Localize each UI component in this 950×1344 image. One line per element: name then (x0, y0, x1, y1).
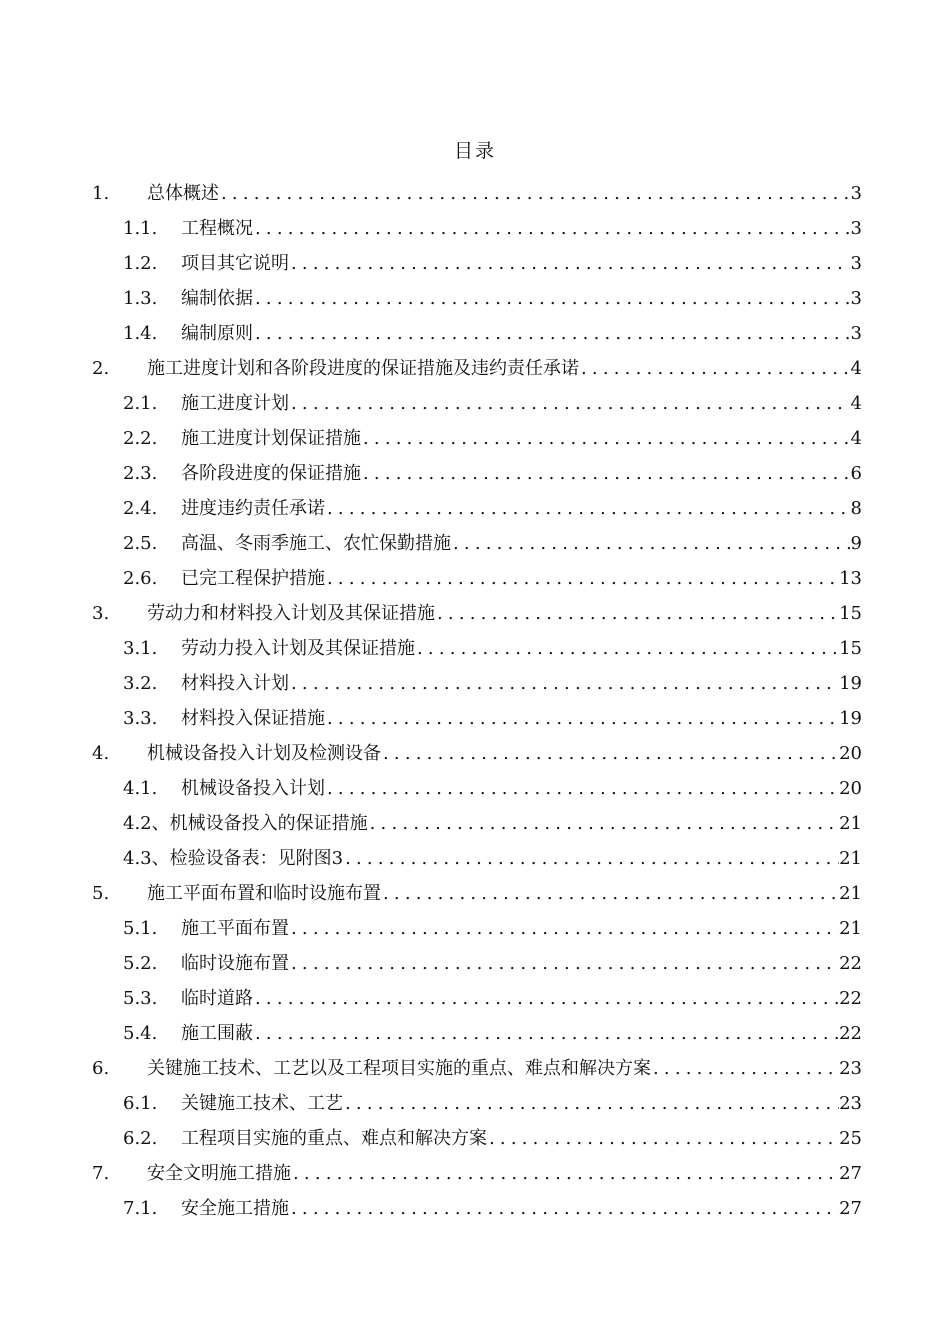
toc-entry-title: 关键施工技术、工艺 (181, 1093, 343, 1114)
toc-entry-number: 2.4. (123, 498, 158, 519)
toc-entry-title: 施工平面布置和临时设施布置 (147, 883, 381, 904)
toc-entry-title: 安全施工措施 (181, 1198, 289, 1219)
toc-entry-title: 材料投入保证措施 (181, 708, 325, 729)
toc-entry-number: 1.1. (123, 218, 158, 239)
toc-entry-number: 4.2、 (123, 813, 170, 834)
toc-leader-dots (289, 911, 839, 946)
toc-entry-page-number: 4 (850, 358, 862, 379)
toc-leader-dots (361, 421, 850, 456)
toc-entry-section[interactable] (90, 981, 862, 1016)
toc-entry-number: 3.1. (123, 638, 158, 659)
toc-entry-chapter[interactable] (90, 1156, 862, 1191)
toc-entry-page-number: 4 (850, 428, 862, 449)
toc-entry-section[interactable] (90, 421, 862, 456)
toc-entry-title: 进度违约责任承诺 (181, 498, 325, 519)
toc-entry-number: 1. (92, 183, 110, 204)
toc-leader-dots (579, 351, 850, 386)
toc-entry-title: 工程概况 (181, 218, 253, 239)
toc-entry-section[interactable] (90, 1121, 862, 1156)
toc-entry-section[interactable] (90, 526, 862, 561)
toc-entry-page-number: 22 (839, 1023, 862, 1044)
toc-entry-section[interactable] (90, 281, 862, 316)
toc-entry-number: 1.4. (123, 323, 158, 344)
toc-entry-number: 5. (92, 883, 110, 904)
toc-entry-title: 各阶段进度的保证措施 (181, 463, 361, 484)
toc-entry-chapter[interactable] (90, 736, 862, 771)
toc-leader-dots (325, 561, 839, 596)
toc-entry-number: 2.1. (123, 393, 158, 414)
toc-entry-title: 项目其它说明 (181, 253, 289, 274)
toc-entry-title: 劳动力投入计划及其保证措施 (181, 638, 415, 659)
toc-entry-title: 机械设备投入的保证措施 (169, 813, 368, 834)
toc-entry-chapter[interactable] (90, 1051, 862, 1086)
toc-entry-page-number: 23 (839, 1093, 862, 1114)
toc-leader-dots (289, 666, 839, 701)
toc-entry-section[interactable] (90, 316, 862, 351)
toc-leader-dots (415, 631, 839, 666)
toc-entry-title: 机械设备投入计划 (181, 778, 325, 799)
toc-entry-number: 5.2. (123, 953, 158, 974)
toc-entry-page-number: 3 (850, 253, 862, 274)
toc-entry-number: 6.2. (123, 1128, 158, 1149)
toc-leader-dots (289, 946, 839, 981)
toc-entry-page-number: 25 (839, 1128, 862, 1149)
toc-entry-number: 2.5. (123, 533, 158, 554)
toc-entry-number: 4.1. (123, 778, 158, 799)
toc-entry-title: 机械设备投入计划及检测设备 (147, 743, 381, 764)
toc-entry-number: 1.3. (123, 288, 158, 309)
toc-entry-title: 施工进度计划 (181, 393, 289, 414)
toc-leader-dots (435, 596, 839, 631)
toc-entry-chapter[interactable] (90, 351, 862, 386)
toc-entry-number: 3. (92, 603, 110, 624)
toc-entry-title: 编制原则 (181, 323, 253, 344)
toc-entry-section[interactable] (90, 911, 862, 946)
toc-leader-dots (253, 211, 850, 246)
toc-entry-number: 3.3. (123, 708, 158, 729)
toc-entry-title: 临时道路 (181, 988, 253, 1009)
toc-entry-title: 施工平面布置 (181, 918, 289, 939)
toc-leader-dots (291, 1156, 839, 1191)
toc-entry-page-number: 23 (839, 1058, 862, 1079)
toc-entry-number: 5.4. (123, 1023, 158, 1044)
toc-entry-section[interactable] (90, 666, 862, 701)
toc-entry-page-number: 19 (839, 708, 862, 729)
toc-entry-title: 施工进度计划和各阶段进度的保证措施及违约责任承诺 (147, 358, 579, 379)
toc-entry-number: 1.2. (123, 253, 158, 274)
toc-leader-dots (343, 1086, 839, 1121)
toc-entry-title: 检验设备表：见附图3 (169, 848, 344, 869)
toc-leader-dots (651, 1051, 839, 1086)
toc-entry-chapter[interactable] (90, 596, 862, 631)
toc-entry-page-number: 13 (839, 568, 862, 589)
toc-leader-dots (487, 1121, 839, 1156)
toc-entry-section[interactable] (90, 561, 862, 596)
toc-entry-page-number: 22 (839, 953, 862, 974)
toc-entry-page-number: 21 (839, 883, 862, 904)
toc-entry-chapter[interactable] (90, 176, 862, 211)
toc-entry-section[interactable] (90, 771, 862, 806)
toc-leader-dots (368, 806, 839, 841)
toc-entry-number: 5.1. (123, 918, 158, 939)
toc-entry-page-number: 21 (839, 813, 862, 834)
toc-entry-title: 施工围蔽 (181, 1023, 253, 1044)
toc-entry-number: 2. (92, 358, 110, 379)
toc-entry-section[interactable] (90, 1016, 862, 1051)
toc-entry-section[interactable] (90, 491, 862, 526)
toc-leader-dots (451, 526, 850, 561)
toc-entry-title: 编制依据 (181, 288, 253, 309)
toc-leader-dots (253, 281, 850, 316)
toc-leader-dots (381, 736, 839, 771)
toc-entry-title: 已完工程保护措施 (181, 568, 325, 589)
toc-leader-dots (381, 876, 839, 911)
toc-entry-title: 总体概述 (147, 183, 219, 204)
toc-entry-page-number: 27 (839, 1198, 862, 1219)
toc-leader-dots (253, 316, 850, 351)
toc-entry-page-number: 9 (850, 533, 862, 554)
toc-entry-title: 劳动力和材料投入计划及其保证措施 (147, 603, 435, 624)
toc-entry-section[interactable] (90, 1191, 862, 1226)
toc-entry-section[interactable] (90, 946, 862, 981)
toc-entry-number: 5.3. (123, 988, 158, 1009)
toc-entry-section[interactable] (90, 631, 862, 666)
toc-entry-number: 4. (92, 743, 110, 764)
toc-entry-page-number: 3 (850, 323, 862, 344)
toc-entry-section[interactable] (90, 211, 862, 246)
toc-leader-dots (325, 701, 839, 736)
toc-entry-number: 3.2. (123, 673, 158, 694)
toc-entry-number: 7.1. (123, 1198, 158, 1219)
toc-entry-title: 材料投入计划 (181, 673, 289, 694)
toc-entry-section[interactable] (90, 806, 862, 841)
toc-entry-number: 2.6. (123, 568, 158, 589)
toc-entry-section[interactable] (90, 841, 862, 876)
toc-entry-page-number: 19 (839, 673, 862, 694)
toc-entry-title: 关键施工技术、工艺以及工程项目实施的重点、难点和解决方案 (147, 1058, 651, 1079)
toc-entry-section[interactable] (90, 456, 862, 491)
toc-leader-dots (343, 841, 839, 876)
toc-entry-page-number: 3 (850, 288, 862, 309)
toc-entry-title: 工程项目实施的重点、难点和解决方案 (181, 1128, 487, 1149)
toc-entry-page-number: 21 (839, 918, 862, 939)
toc-entry-number: 7. (92, 1163, 110, 1184)
toc-leader-dots (361, 456, 850, 491)
toc-leader-dots (289, 1191, 839, 1226)
toc-title: 目录 (453, 140, 496, 162)
toc-entry-title: 高温、冬雨季施工、农忙保勤措施 (181, 533, 451, 554)
toc-entry-page-number: 6 (850, 463, 862, 484)
toc-entry-title: 临时设施布置 (181, 953, 289, 974)
toc-list (90, 176, 862, 1226)
toc-entry-page-number: 3 (850, 183, 862, 204)
toc-entry-title: 施工进度计划保证措施 (181, 428, 361, 449)
toc-entry-number: 2.3. (123, 463, 158, 484)
toc-entry-page-number: 27 (839, 1163, 862, 1184)
toc-entry-section[interactable] (90, 1086, 862, 1121)
toc-leader-dots (325, 771, 839, 806)
toc-entry-section[interactable] (90, 386, 862, 421)
toc-leader-dots (253, 981, 839, 1016)
toc-entry-page-number: 8 (850, 498, 862, 519)
toc-entry-section[interactable] (90, 246, 862, 281)
toc-leader-dots (325, 491, 850, 526)
toc-entry-number: 6.1. (123, 1093, 158, 1114)
toc-entry-page-number: 15 (839, 638, 862, 659)
toc-entry-page-number: 4 (850, 393, 862, 414)
toc-leader-dots (253, 1016, 839, 1051)
toc-entry-page-number: 21 (839, 848, 862, 869)
toc-entry-number: 4.3、 (123, 848, 170, 869)
toc-entry-page-number: 22 (839, 988, 862, 1009)
toc-leader-dots (289, 246, 850, 281)
toc-entry-title: 安全文明施工措施 (147, 1163, 291, 1184)
toc-entry-section[interactable] (90, 701, 862, 736)
toc-entry-page-number: 20 (839, 778, 862, 799)
toc-entry-page-number: 3 (850, 218, 862, 239)
toc-leader-dots (219, 176, 850, 211)
toc-entry-number: 6. (92, 1058, 110, 1079)
toc-entry-chapter[interactable] (90, 876, 862, 911)
toc-entry-page-number: 15 (839, 603, 862, 624)
toc-leader-dots (289, 386, 850, 421)
toc-entry-page-number: 20 (839, 743, 862, 764)
toc-entry-number: 2.2. (123, 428, 158, 449)
